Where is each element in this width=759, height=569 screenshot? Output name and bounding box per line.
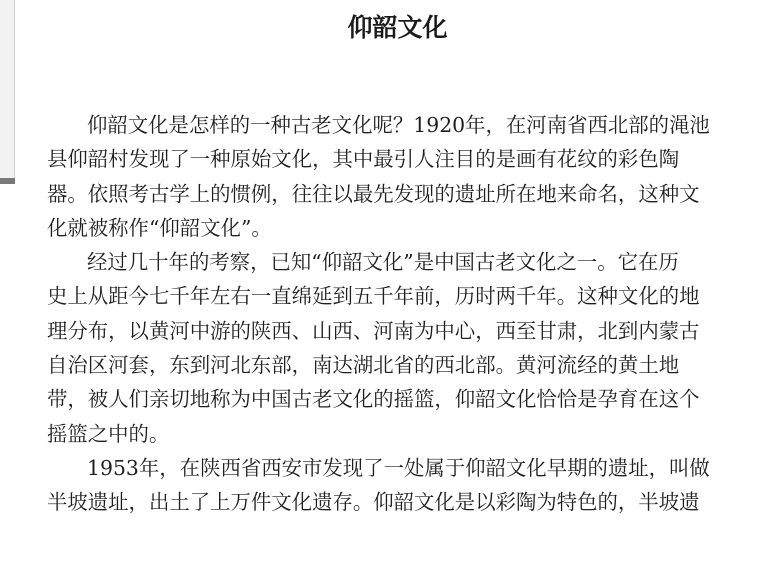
paragraph-1-line-3: 器。依照考古学上的惯例，往往以最先发现的遗址所在地来命名，这种文 (47, 181, 700, 206)
paragraph-1-line-4: 化就被称作“仰韶文化”。 (47, 215, 272, 240)
paragraph-2-line-2: 史上从距今七千年左右一直绵延到五千年前，历时两千年。这种文化的地 (47, 284, 700, 309)
paragraph-2-line-4: 自治区河套，东到河北东部，南达湖北省的西北部。黄河流经的黄土地 (47, 353, 680, 378)
paragraph-2-line-3: 理分布，以黄河中游的陕西、山西、河南为中心，西至甘肃，北到内蒙古 (47, 318, 700, 343)
scroll-position-marker (0, 178, 15, 184)
paragraph-2-line-1: 经过几十年的考察，已知“仰韶文化”是中国古老文化之一。它在历 (87, 250, 679, 275)
paragraph-3-line-2: 半坡遗址，出土了上万件文化遗存。仰韶文化是以彩陶为特色的，半坡遗 (47, 490, 700, 515)
paragraph-3-line-1: 1953年，在陕西省西安市发现了一处属于仰韶文化早期的遗址，叫做 (87, 455, 710, 480)
paragraph-1-line-1: 仰韶文化是怎样的一种古老文化呢？1920年，在河南省西北部的渑池 (87, 113, 710, 137)
paragraph-2-line-5: 带，被人们亲切地称为中国古老文化的摇篮，仰韶文化恰恰是孕育在这个 (47, 387, 700, 412)
document-body (47, 108, 759, 520)
paragraph-2-line-6: 摇篮之中的。 (47, 421, 170, 446)
paragraph-1-line-2: 县仰韶村发现了一种原始文化，其中最引人注目的是画有花纹的彩色陶 (47, 147, 680, 172)
page-title: 仰韶文化 (347, 13, 448, 42)
